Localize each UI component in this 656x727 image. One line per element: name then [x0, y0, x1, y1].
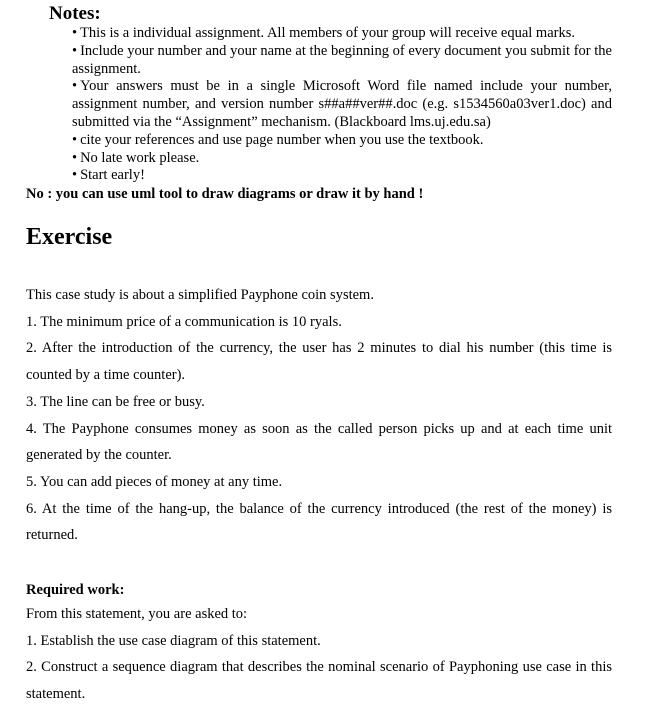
exercise-point: 6. At the time of the hang-up, the balance of the currency introduced (the rest of the money) is returned. — [26, 500, 612, 544]
note-item — [72, 25, 612, 43]
bullet-icon: • — [72, 131, 78, 148]
bullet-icon: • — [72, 25, 78, 41]
note-item — [72, 78, 612, 131]
note-text: This is a individual assignment. All members of your group will receive equal marks. — [80, 25, 575, 41]
bullet-icon: • — [72, 167, 78, 184]
uml-tool-note: No : you can use uml tool to draw diagrams or draw it by hand ! — [26, 186, 424, 202]
bullet-icon: • — [72, 42, 78, 59]
exercise-intro: This case study is about a simplified Payphone coin system. — [26, 287, 374, 303]
note-text: cite your references and use page number when you use the textbook. — [80, 131, 484, 148]
note-text: Your answers must be in a single Microsoft Word file named include your number, assignment number, and version number s##a##ver##.doc (e.g. s1534560a03ver1.doc) and submitted via the “Assignment” mechanism. (Blackboard lms.uj.edu.sa) — [72, 78, 612, 130]
exercise-point: 5. You can add pieces of money at any time. — [26, 473, 283, 490]
note-item — [72, 150, 612, 168]
bullet-icon: • — [72, 78, 78, 95]
notes-list — [72, 25, 612, 185]
note-item — [72, 132, 612, 150]
note-item — [72, 43, 612, 79]
exercise-body — [26, 282, 612, 549]
required-work-intro: From this statement, you are asked to: — [26, 606, 248, 622]
note-item — [72, 167, 612, 185]
exercise-heading: Exercise — [26, 224, 113, 250]
bullet-icon: • — [72, 149, 78, 166]
exercise-point: 1. The minimum price of a communication is 10 ryals. — [26, 313, 342, 330]
exercise-point: 2. After the introduction of the currency, the user has 2 minutes to dial his number (this time is counted by a time counter). — [26, 340, 612, 384]
required-work-heading: Required work: — [26, 582, 125, 598]
note-text: Start early! — [80, 167, 145, 184]
note-text: No late work please. — [80, 149, 200, 166]
exercise-point: 3. The line can be free or busy. — [26, 393, 205, 410]
required-work-body — [26, 601, 612, 708]
exercise-point: 4. The Payphone consumes money as soon as the called person picks up and at each time unit generated by the counter. — [26, 420, 612, 464]
required-task: 1. Establish the use case diagram of this statement. — [26, 632, 321, 649]
note-text: Include your number and your name at the beginning of every document you submit for the assignment. — [72, 42, 612, 77]
required-task: 2. Construct a sequence diagram that describes the nominal scenario of Payphoning use case in this statement. — [26, 659, 612, 703]
notes-heading: Notes: — [49, 3, 101, 24]
